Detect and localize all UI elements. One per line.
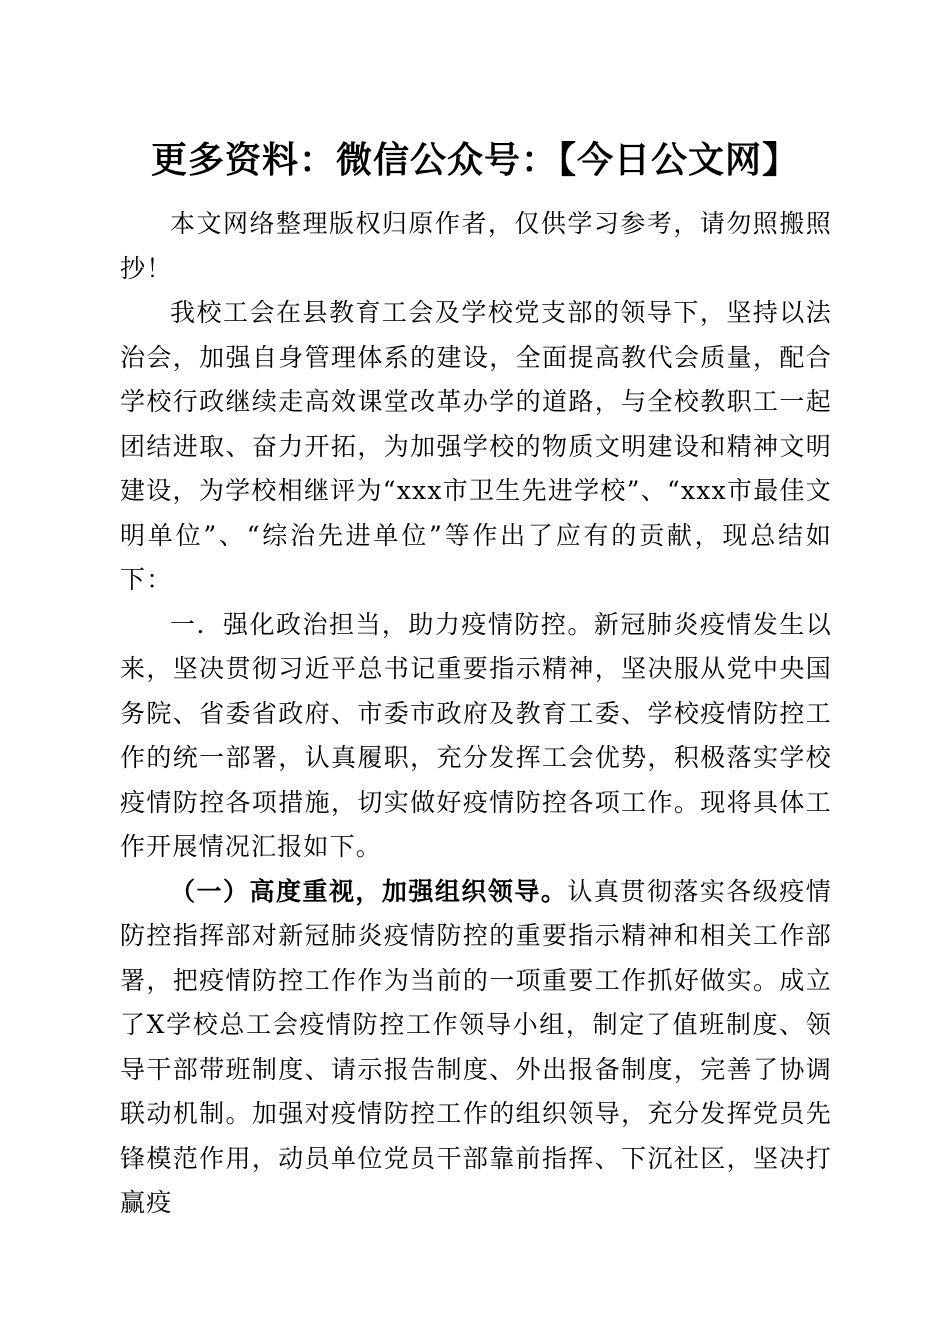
document-body bbox=[120, 202, 832, 1226]
subsection-one-paragraph bbox=[120, 870, 832, 1226]
paragraph-text: 一．强化政治担当，助力疫情防控。新冠肺炎疫情发生以来，坚决贯彻习近平总书记重要指示精神，坚决服从党中央国务院、省委省政府、市委市政府及教育工委、学校疫情防控工作的统一部署，认真履职，充分发挥工会优势，积极落实学校疫情防控各项措施，切实做好疫情防控各项工作。现将具体工作开展情况汇报如下。 bbox=[120, 609, 832, 861]
document-title: 更多资料：微信公众号：【今日公文网】 bbox=[150, 139, 799, 181]
subsection-heading: （一）高度重视，加强组织领导。 bbox=[170, 876, 568, 906]
copyright-notice-paragraph bbox=[120, 202, 832, 291]
intro-paragraph bbox=[120, 291, 832, 603]
paragraph-text: 我校工会在县教育工会及学校党支部的领导下，坚持以法治会，加强自身管理体系的建设，全面提高教代会质量，配合学校行政继续走高效课堂改革办学的道路，与全校教职工一起团结进取、奋力开拓，为加强学校的物质文明建设和精神文明建设，为学校相继评为“xxx市卫生先进学校”、“xxx市最佳文明单位”、“综治先进单位”等作出了应有的贡献，现总结如下： bbox=[120, 298, 832, 594]
paragraph-text: 认真贯彻落实各级疫情防控指挥部对新冠肺炎疫情防控的重要指示精神和相关工作部署，把疫情防控工作作为当前的一项重要工作抓好做实。成立了X学校总工会疫情防控工作领导小组，制定了值班制度、领导干部带班制度、请示报告制度、外出报备制度，完善了协调联动机制。加强对疫情防控工作的组织领导，充分发挥党员先锋模范作用，动员单位党员干部靠前指挥、下沉社区，坚决打赢疫 bbox=[120, 876, 832, 1217]
section-one-paragraph bbox=[120, 603, 832, 870]
paragraph-text: 本文网络整理版权归原作者，仅供学习参考，请勿照搬照抄！ bbox=[120, 209, 832, 283]
